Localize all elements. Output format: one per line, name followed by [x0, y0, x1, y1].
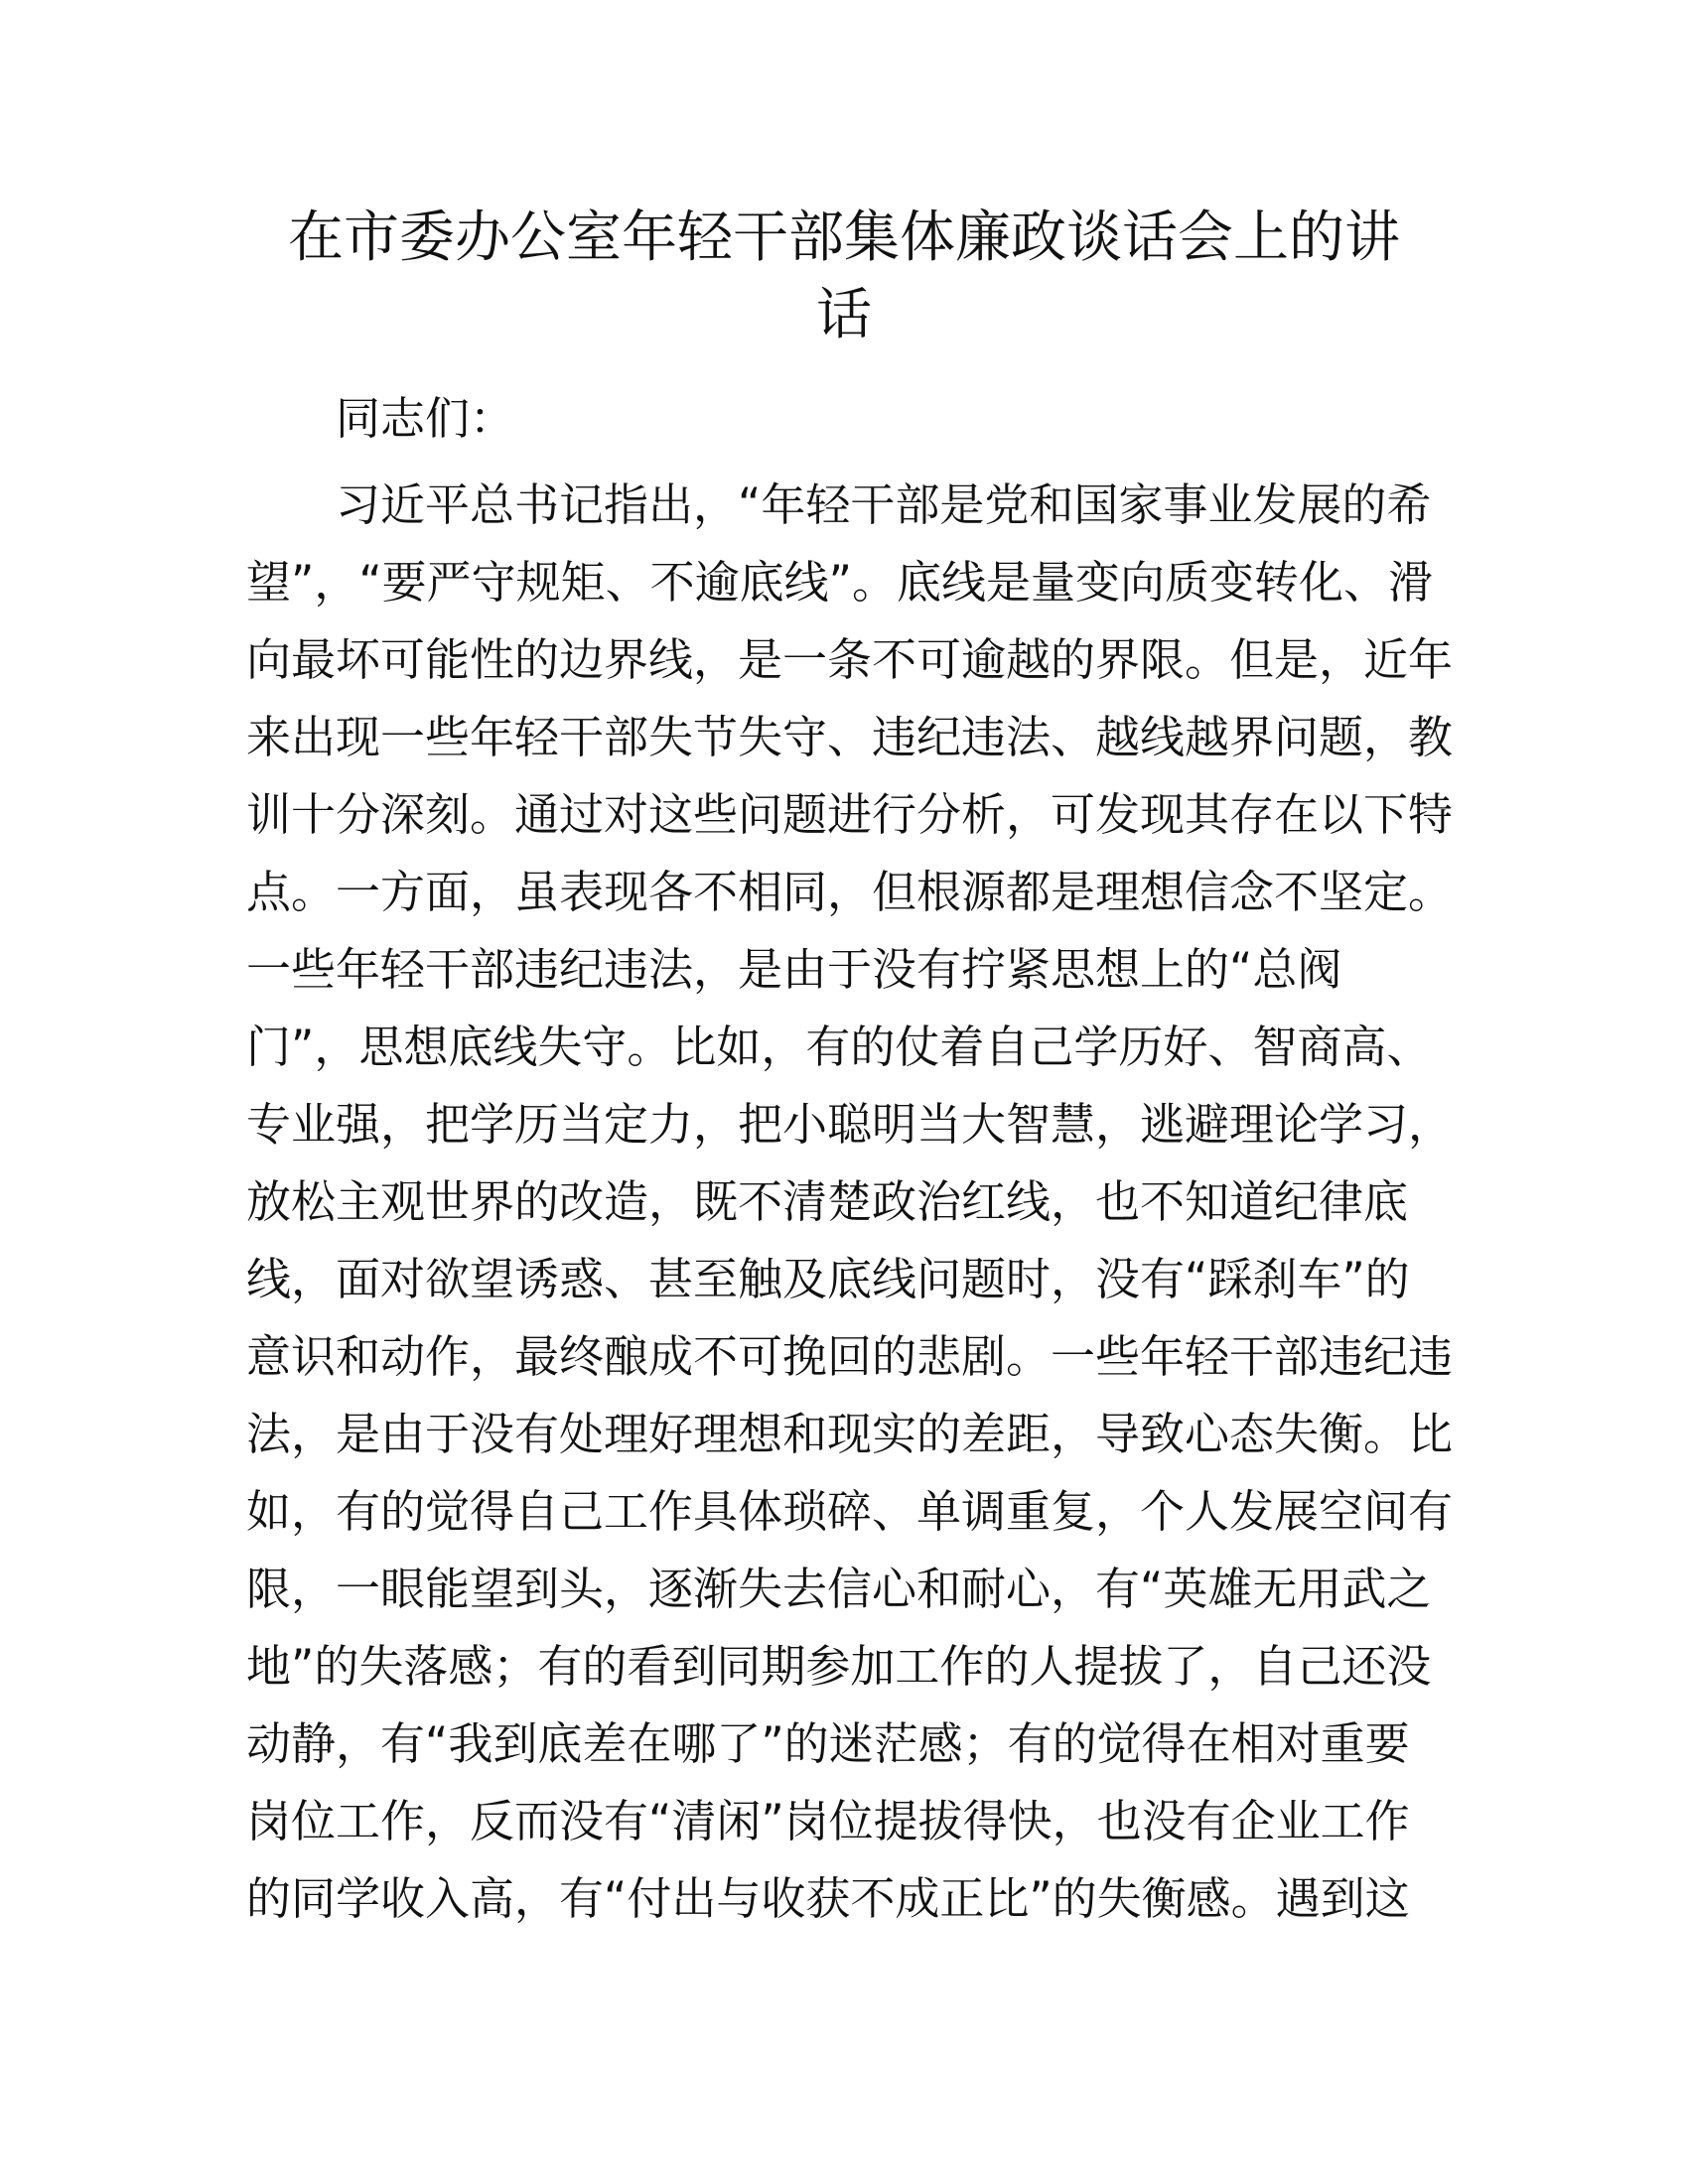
body-line: 如，有的觉得自己工作具体琐碎、单调重复，个人发展空间有	[246, 1485, 1454, 1538]
body-line: 向最坏可能性的边界线，是一条不可逾越的界限。但是，近年	[246, 633, 1454, 686]
body-line: 专业强，把学历当定力，把小聪明当大智慧，逃避理论学习，	[246, 1098, 1454, 1151]
body-line: 点。一方面，虽表现各不相同，但根源都是理想信念不坚定。	[246, 866, 1454, 918]
body-line: 习近平总书记指出，“年轻干部是党和国家事业发展的希	[336, 478, 1432, 531]
title-line: 话	[816, 283, 872, 347]
body-line: 放松主观世界的改造，既不清楚政治红线，也不知道纪律底	[246, 1175, 1409, 1228]
body-line: 门”，思想底线失守。比如，有的仗着自己学历好、智商高、	[246, 1021, 1432, 1073]
body-line: 的同学收入高，有“付出与收获不成正比”的失衡感。遇到这	[246, 1872, 1410, 1925]
body-line: 法，是由于没有处理好理想和现实的差距，导致心态失衡。比	[246, 1408, 1454, 1460]
body-line: 动静，有“我到底差在哪了”的迷茫感；有的觉得在相对重要	[246, 1717, 1410, 1770]
body-line: 线，面对欲望诱惑、甚至触及底线问题时，没有“踩刹车”的	[246, 1253, 1410, 1305]
body-line: 望”，“要严守规矩、不逾底线”。底线是量变向质变转化、滑	[246, 556, 1433, 609]
body-line: 一些年轻干部违纪违法，是由于没有拧紧思想上的“总阀	[246, 943, 1342, 996]
body-line: 来出现一些年轻干部失节失守、违纪违法、越线越界问题，教	[246, 711, 1454, 763]
salutation: 同志们：	[336, 392, 515, 445]
title-line: 在市委办公室年轻干部集体廉政谈话会上的讲	[288, 205, 1400, 270]
body-line: 意识和动作，最终酿成不可挽回的悲剧。一些年轻干部违纪违	[246, 1330, 1454, 1383]
body-paragraph	[246, 467, 1454, 1938]
document-title	[228, 195, 1460, 349]
body-line: 训十分深刻。通过对这些问题进行分析，可发现其存在以下特	[246, 788, 1454, 841]
body-line: 限，一眼能望到头，逐渐失去信心和耐心，有“英雄无用武之	[246, 1563, 1432, 1615]
body-line: 岗位工作，反而没有“清闲”岗位提拔得快，也没有企业工作	[246, 1795, 1410, 1847]
body-line: 地”的失落感；有的看到同期参加工作的人提拔了，自己还没	[246, 1640, 1432, 1693]
